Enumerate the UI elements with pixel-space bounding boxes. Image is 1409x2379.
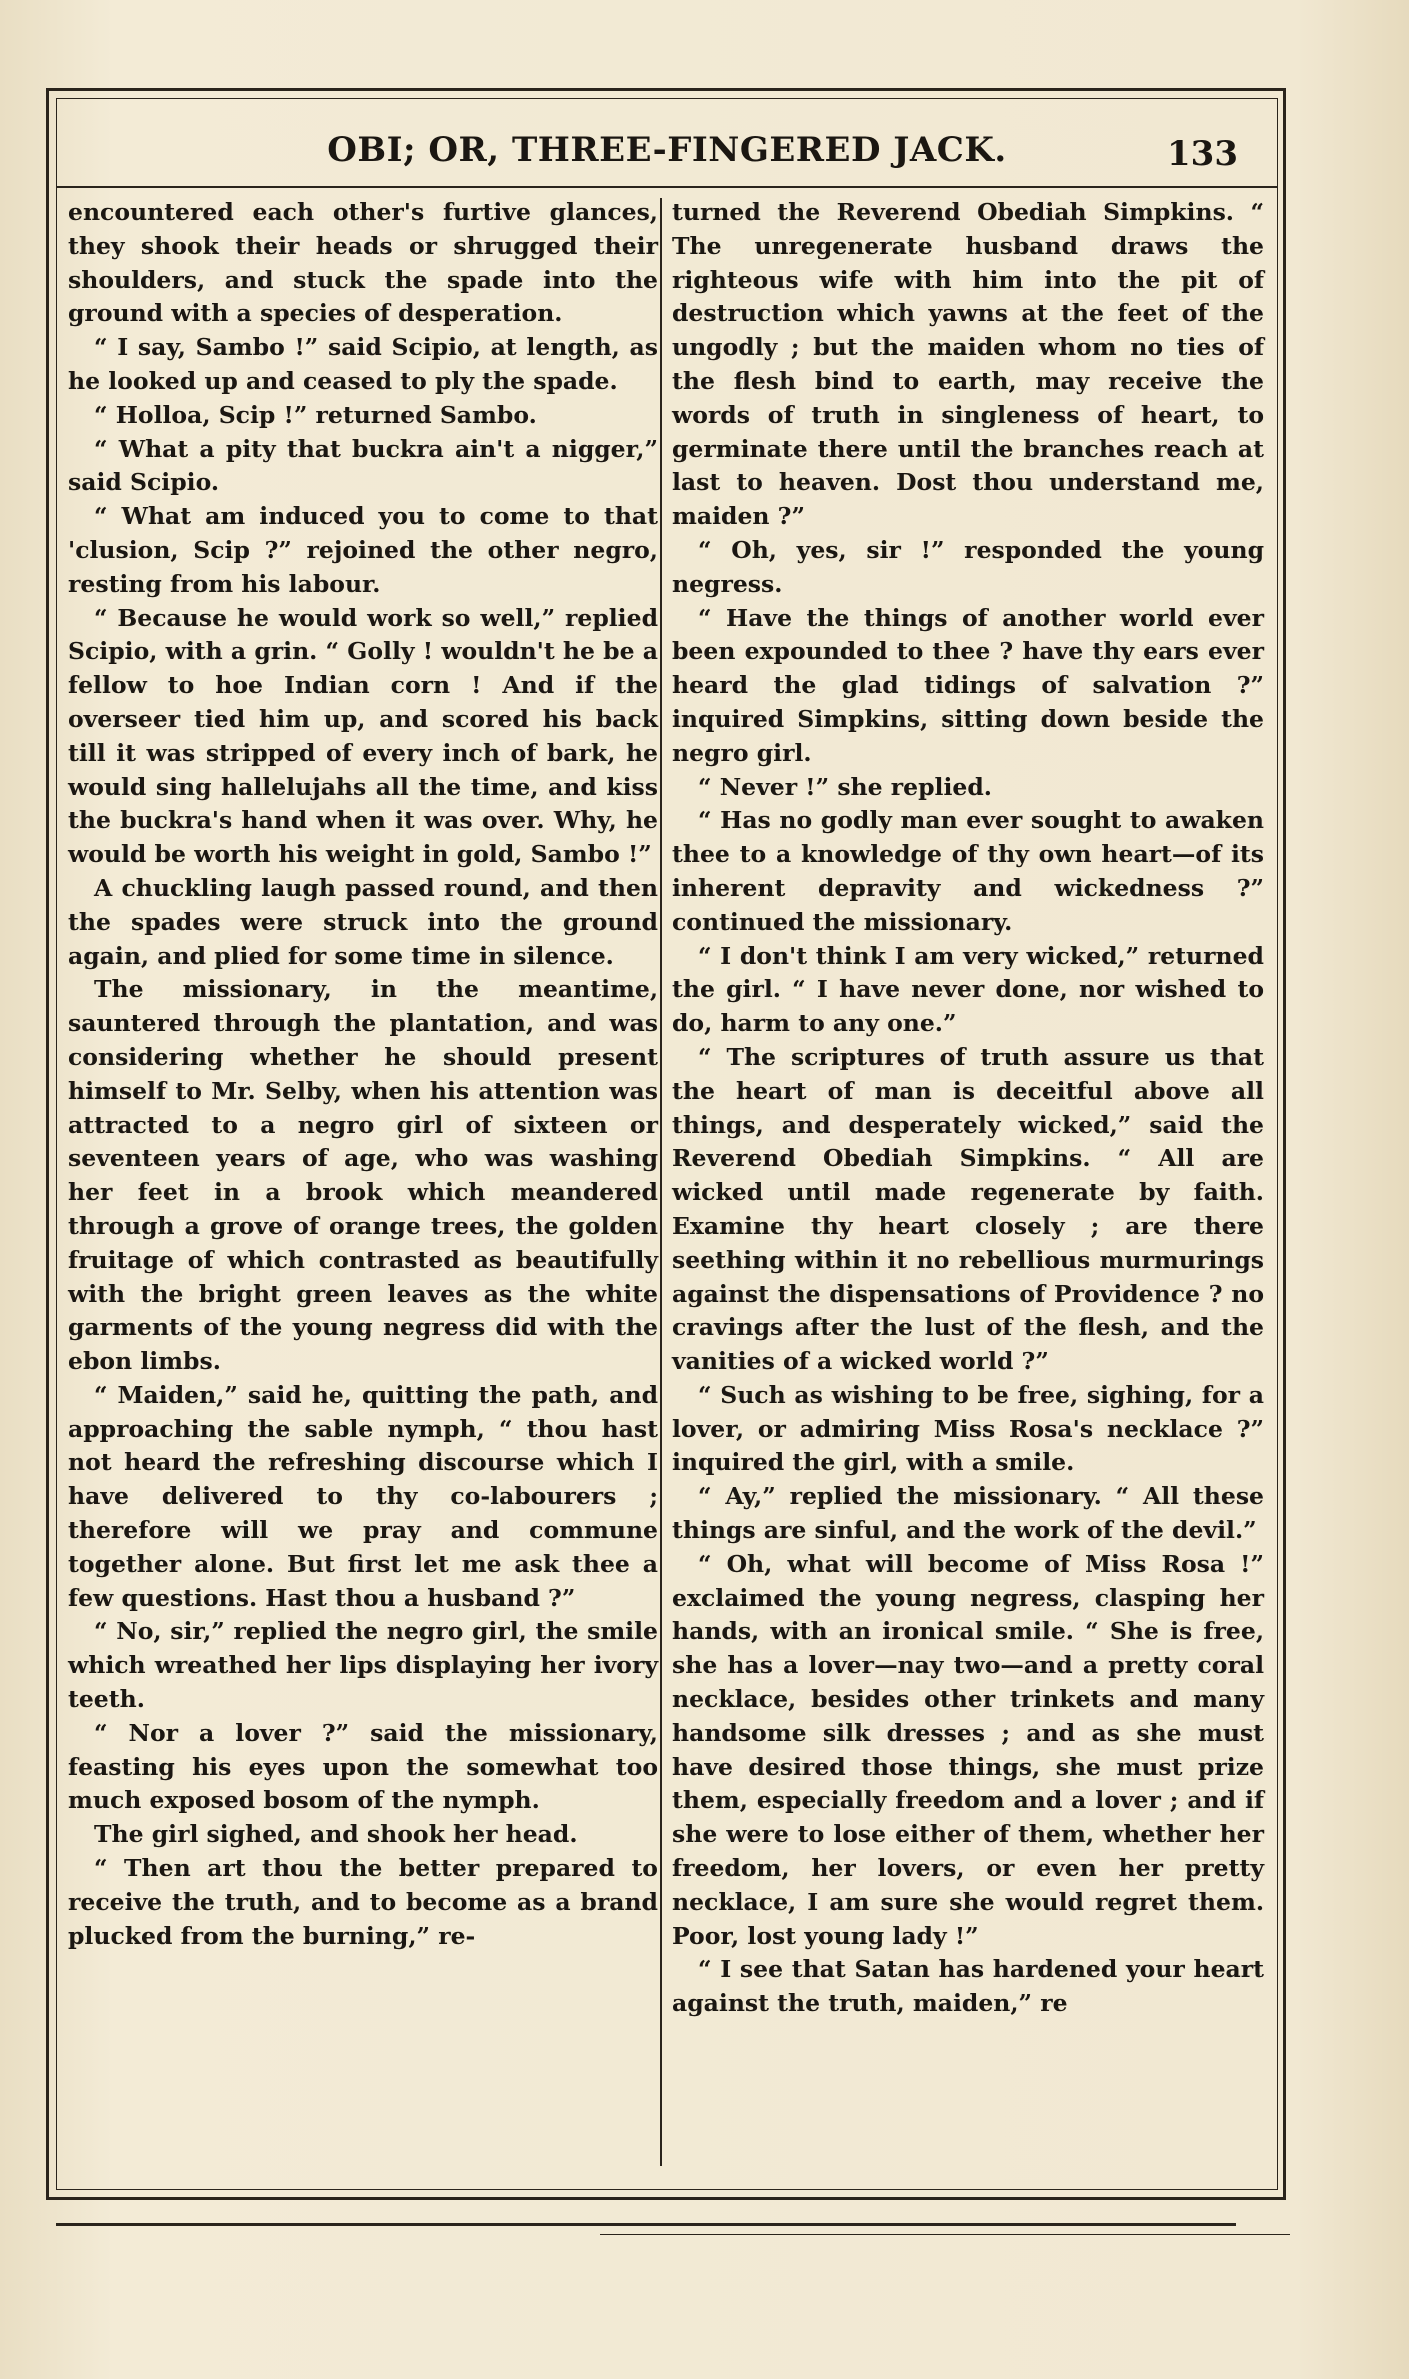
header-rule	[56, 186, 1278, 188]
paragraph: “ What a pity that buckra ain't a nigger,” said Scipio.	[68, 434, 658, 497]
running-header	[56, 122, 1278, 182]
paragraph: “ Then art thou the better prepared to receive the truth, and to become as a brand plucked from the burning,” re-	[68, 1854, 658, 1950]
paragraph: The missionary, in the meantime, sauntered through the plantation, and was considering whether he should present himself to Mr. Selby, when his attention was attracted to a negro girl of sixteen or seventeen years of age, who was washing her feet in a brook which meandered through a grove of orange trees, the golden fruitage of which contrasted as beautifully with the bright green leaves as the white garments of the young negress did with the ebon limbs.	[68, 975, 658, 1376]
paragraph: “ Holloa, Scip !” returned Sambo.	[94, 400, 537, 429]
paragraph: “ Nor a lover ?” said the missionary, feasting his eyes upon the somewhat too much exposed bosom of the nymph.	[68, 1718, 658, 1815]
paragraph: “ I say, Sambo !” said Scipio, at length, as he looked up and ceased to ply the spade.	[68, 333, 658, 395]
footer-rule-secondary	[600, 2234, 1290, 2235]
paragraph: “ No, sir,” replied the negro girl, the smile which wreathed her lips displaying her ivory teeth.	[68, 1617, 658, 1714]
page-number: 133	[1167, 134, 1238, 174]
paragraph: “ Have the things of another world ever been expounded to thee ? have thy ears ever heard the glad tidings of salvation ?” inquired Simpkins, sitting down beside the negro girl.	[672, 603, 1264, 767]
paragraph: “ I don't think I am very wicked,” returned the girl. “ I have never done, nor wished to do, harm to any one.”	[672, 941, 1264, 1038]
paragraph: The girl sighed, and shook her head.	[94, 1820, 578, 1849]
right-column	[672, 196, 1264, 2021]
paragraph: “ The scriptures of truth assure us that the heart of man is deceitful above all things, and desperately wicked,” said the Reverend Obediah Simpkins. “ All are wicked until made regenerate by faith. Examine thy heart closely ; are there seething within it no rebellious murmurings against the dispensations of Providence ? no cravings after the lust of the flesh, and the vanities of a wicked world ?”	[672, 1042, 1264, 1376]
paragraph: “ Oh, what will become of Miss Rosa !” exclaimed the young negress, clasping her hands, with an ironical smile. “ She is free, she has a lover—nay two—and a pretty coral necklace, besides other trinkets and many handsome silk dresses ; and as she must have desired those things, she must prize them, especially freedom and a lover ; and if she were to lose either of them, whether her freedom, her lovers, or even her pretty necklace, I am sure she would regret them. Poor, lost young lady !”	[672, 1549, 1264, 1950]
paragraph: “ Never !” she replied.	[698, 772, 992, 801]
left-column	[68, 196, 658, 1953]
paragraph: “ Such as wishing to be free, sighing, for a lover, or admiring Miss Rosa's necklace ?” inquired the girl, with a smile.	[672, 1380, 1264, 1477]
column-divider	[660, 198, 662, 2166]
paragraph: “ Ay,” replied the missionary. “ All these things are sinful, and the work of the devil.”	[672, 1482, 1264, 1545]
paragraph: “ Has no godly man ever sought to awaken thee to a knowledge of thy own heart—of its inherent depravity and wickedness ?” continued the missionary.	[672, 806, 1264, 936]
paragraph: “ What am induced you to come to that 'clusion, Scip ?” rejoined the other negro, resting from his labour.	[68, 502, 658, 598]
paragraph: “ Because he would work so well,” replied Scipio, with a grin. “ Golly ! wouldn't he be a fellow to hoe Indian corn ! And if the overseer tied him up, and scored his back till it was stripped of every inch of bark, he would sing hallelujahs all the time, and kiss the buckra's hand when it was over. Why, he would be worth his weight in gold, Sambo !”	[68, 603, 658, 869]
paragraph: “ Oh, yes, sir !” responded the young negress.	[672, 535, 1264, 598]
paragraph: encountered each other's furtive glances, they shook their heads or shrugged their shoulders, and stuck the spade into the ground with a species of desperation.	[68, 198, 658, 328]
running-title: OBI; OR, THREE-FINGERED JACK.	[327, 130, 1007, 170]
paragraph: A chuckling laugh passed round, and then the spades were struck into the ground again, and plied for some time in silence.	[68, 873, 658, 970]
paragraph: “ Maiden,” said he, quitting the path, and approaching the sable nymph, “ thou hast not heard the refreshing discourse which I have delivered to thy co-labourers ; therefore will we pray and commune together alone. But first let me ask thee a few questions. Hast thou a husband ?”	[68, 1380, 658, 1612]
footer-rule	[56, 2223, 1236, 2226]
paragraph: turned the Reverend Obediah Simpkins. “ The unregenerate husband draws the righteous wife with him into the pit of destruction which yawns at the feet of the ungodly ; but the maiden whom no ties of the flesh bind to earth, may receive the words of truth in singleness of heart, to germinate there until the branches reach at last to heaven. Dost thou understand me, maiden ?”	[672, 198, 1264, 531]
paragraph: “ I see that Satan has hardened your heart against the truth, maiden,” re	[672, 1955, 1264, 2018]
